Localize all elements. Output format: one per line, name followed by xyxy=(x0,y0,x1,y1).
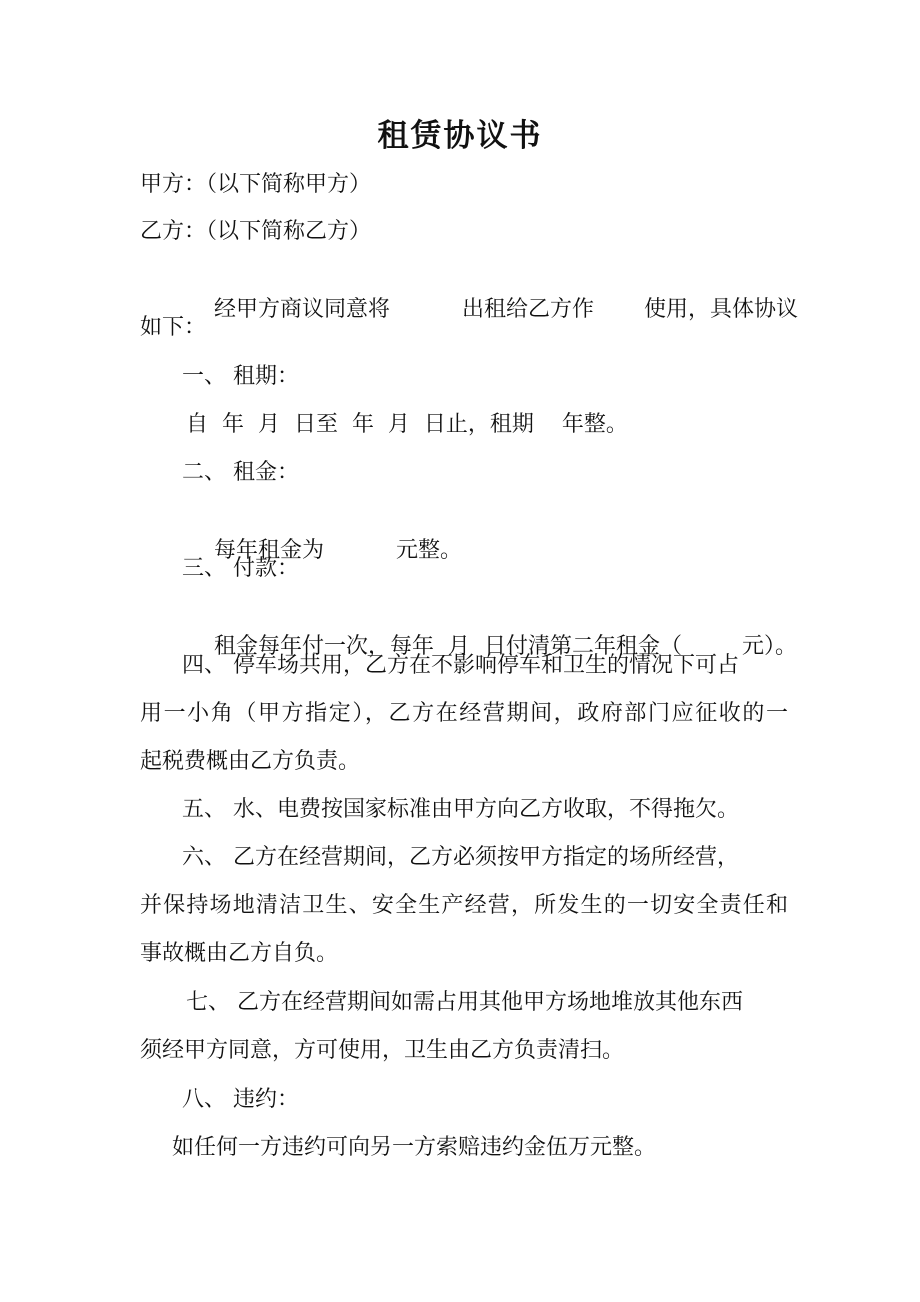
section-1-heading: 一、 租期： xyxy=(182,364,299,389)
section-7-line-2: 须经甲方同意，方可使用，卫生由乙方负责清扫。 xyxy=(140,1038,625,1063)
section-4-line-3: 起税费概由乙方负责。 xyxy=(140,749,361,774)
section-8-text: 如任何一方违约可向另一方索赔违约金伍万元整。 xyxy=(172,1135,657,1160)
section-3-text-a: 租金每年付一次，每年 月 日付清第二年租金（ xyxy=(213,634,682,659)
party-b-line: 乙方：（以下简称乙方） xyxy=(140,219,372,244)
section-6-line-3: 事故概由乙方自负。 xyxy=(140,941,339,966)
section-5: 五、 水、电费按国家标准由甲方向乙方收取，不得拖欠。 xyxy=(182,797,739,822)
section-3-text-b: 元）。 xyxy=(741,634,797,659)
section-8-heading: 八、 违约： xyxy=(182,1087,299,1112)
section-2-heading: 二、 租金： xyxy=(182,460,299,485)
party-a-line: 甲方：（以下简称甲方） xyxy=(140,172,372,197)
section-6-line-1: 六、 乙方在经营期间，乙方必须按甲方指定的场所经营， xyxy=(182,845,739,870)
intro-continuation: 如下： xyxy=(140,315,207,340)
intro-part1: 经甲方商议同意将 xyxy=(213,297,390,322)
document-title: 租赁协议书 xyxy=(377,118,543,154)
section-7-line-1: 七、 乙方在经营期间如需占用其他甲方场地堆放其他东西 xyxy=(186,990,743,1015)
section-2-text-a: 每年租金为 xyxy=(213,538,324,563)
intro-line xyxy=(186,265,798,355)
section-3-heading: 三、 付款： xyxy=(182,556,299,581)
intro-part3: 使用，具体协议 xyxy=(644,297,799,322)
intro-part2: 出租给乙方作 xyxy=(462,297,595,322)
section-4-line-1: 四、 停车场共用，乙方在不影响停车和卫生的情况下可占 xyxy=(182,653,739,678)
section-2-text-b: 元整。 xyxy=(396,538,463,563)
section-4-line-2: 用一小角（甲方指定），乙方在经营期间，政府部门应征收的一 xyxy=(140,701,788,726)
section-1-text: 自 年 月 日至 年 月 日止，租期 年整。 xyxy=(186,412,628,437)
section-6-line-2: 并保持场地清洁卫生、安全生产经营，所发生的一切安全责任和 xyxy=(140,893,788,918)
